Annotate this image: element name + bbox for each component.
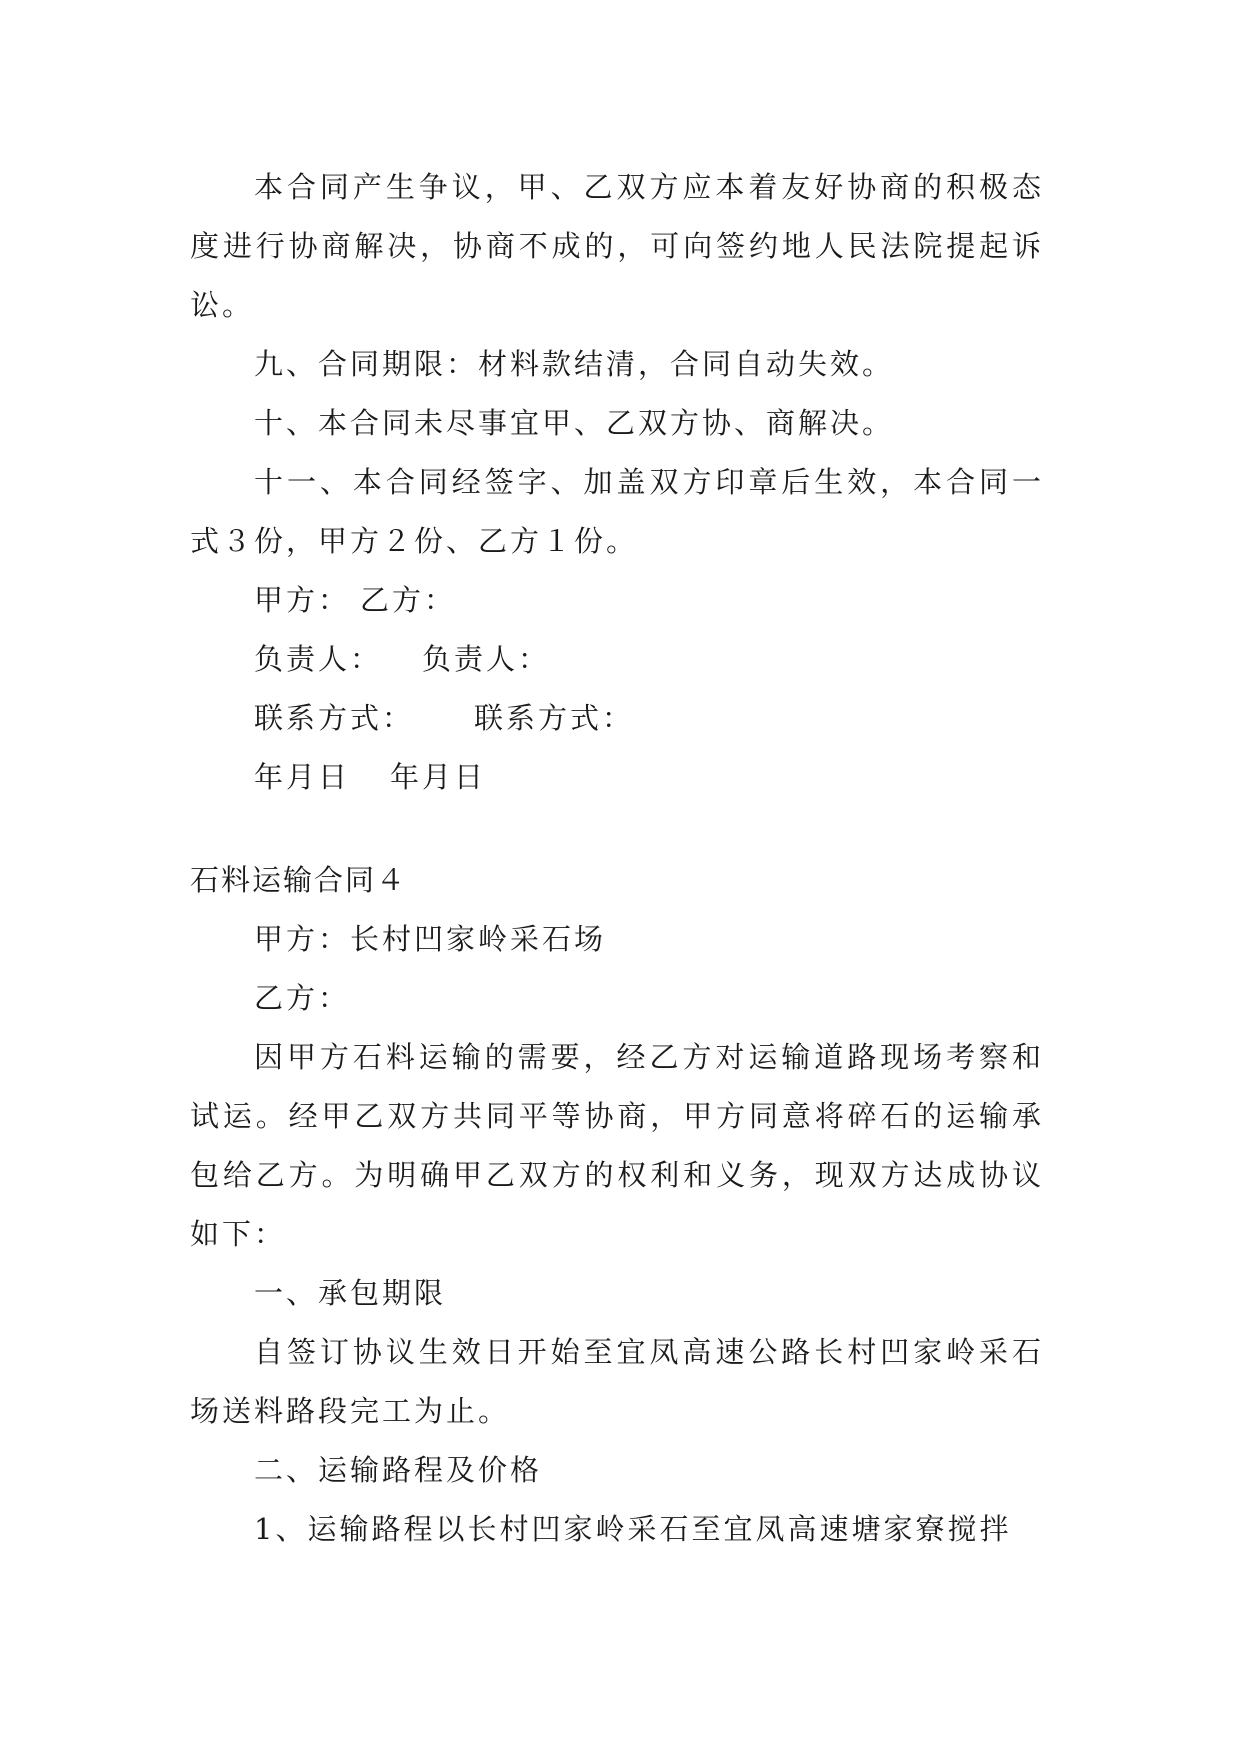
dispute-paragraph: 本合同产生争议，甲、乙双方应本着友好协商的积极态度进行协商解决，协商不成的，可向签约地人民法院提起诉讼。 [190, 170, 1044, 322]
clause-10: 十、本合同未尽事宜甲、乙双方协、商解决。 [254, 406, 895, 440]
item-2-title: 二、运输路程及价格 [254, 1453, 543, 1487]
signature-contact-row [190, 689, 1044, 748]
contract-4-intro: 因甲方石料运输的需要，经乙方对运输道路现场考察和试运。经甲乙双方共同平等协商，甲方同意将碎石的运输承包给乙方。为明确甲乙双方的权利和义务，现双方达成协议如下： [190, 1040, 1044, 1251]
contract-4-party-b: 乙方： [254, 981, 351, 1015]
item-1-title: 一、承包期限 [254, 1276, 447, 1310]
section-spacer [190, 807, 1044, 851]
item-1-body: 自签订协议生效日开始至宜凤高速公路长村凹家岭采石场送料路段完工为止。 [190, 1335, 1044, 1428]
signature-responsible-row [190, 630, 1044, 689]
contact-b-label: 联系方式： [474, 701, 635, 735]
contract-4-party-a: 甲方：长村凹家岭采石场 [254, 922, 607, 956]
clause-9: 九、合同期限：材料款结清，合同自动失效。 [254, 347, 895, 381]
party-a-label: 甲方： [254, 583, 351, 617]
signature-party-row [190, 571, 1044, 630]
responsible-a-label: 负责人： [254, 642, 383, 676]
clause-11: 十一、本合同经签字、加盖双方印章后生效，本合同一式３份，甲方２份、乙方１份。 [190, 465, 1044, 558]
signature-date-row [190, 748, 1044, 807]
date-a-label: 年月日 [254, 760, 351, 794]
contact-a-label: 联系方式： [254, 701, 415, 735]
date-b-label: 年月日 [390, 760, 487, 794]
party-b-label: 乙方： [360, 583, 457, 617]
item-2-1: 1、运输路程以长村凹家岭采石至宜凤高速塘家寮搅拌 [254, 1512, 1012, 1546]
contract-4-title: 石料运输合同４ [190, 863, 408, 897]
responsible-b-label: 负责人： [422, 642, 551, 676]
document-body [190, 158, 1044, 1559]
